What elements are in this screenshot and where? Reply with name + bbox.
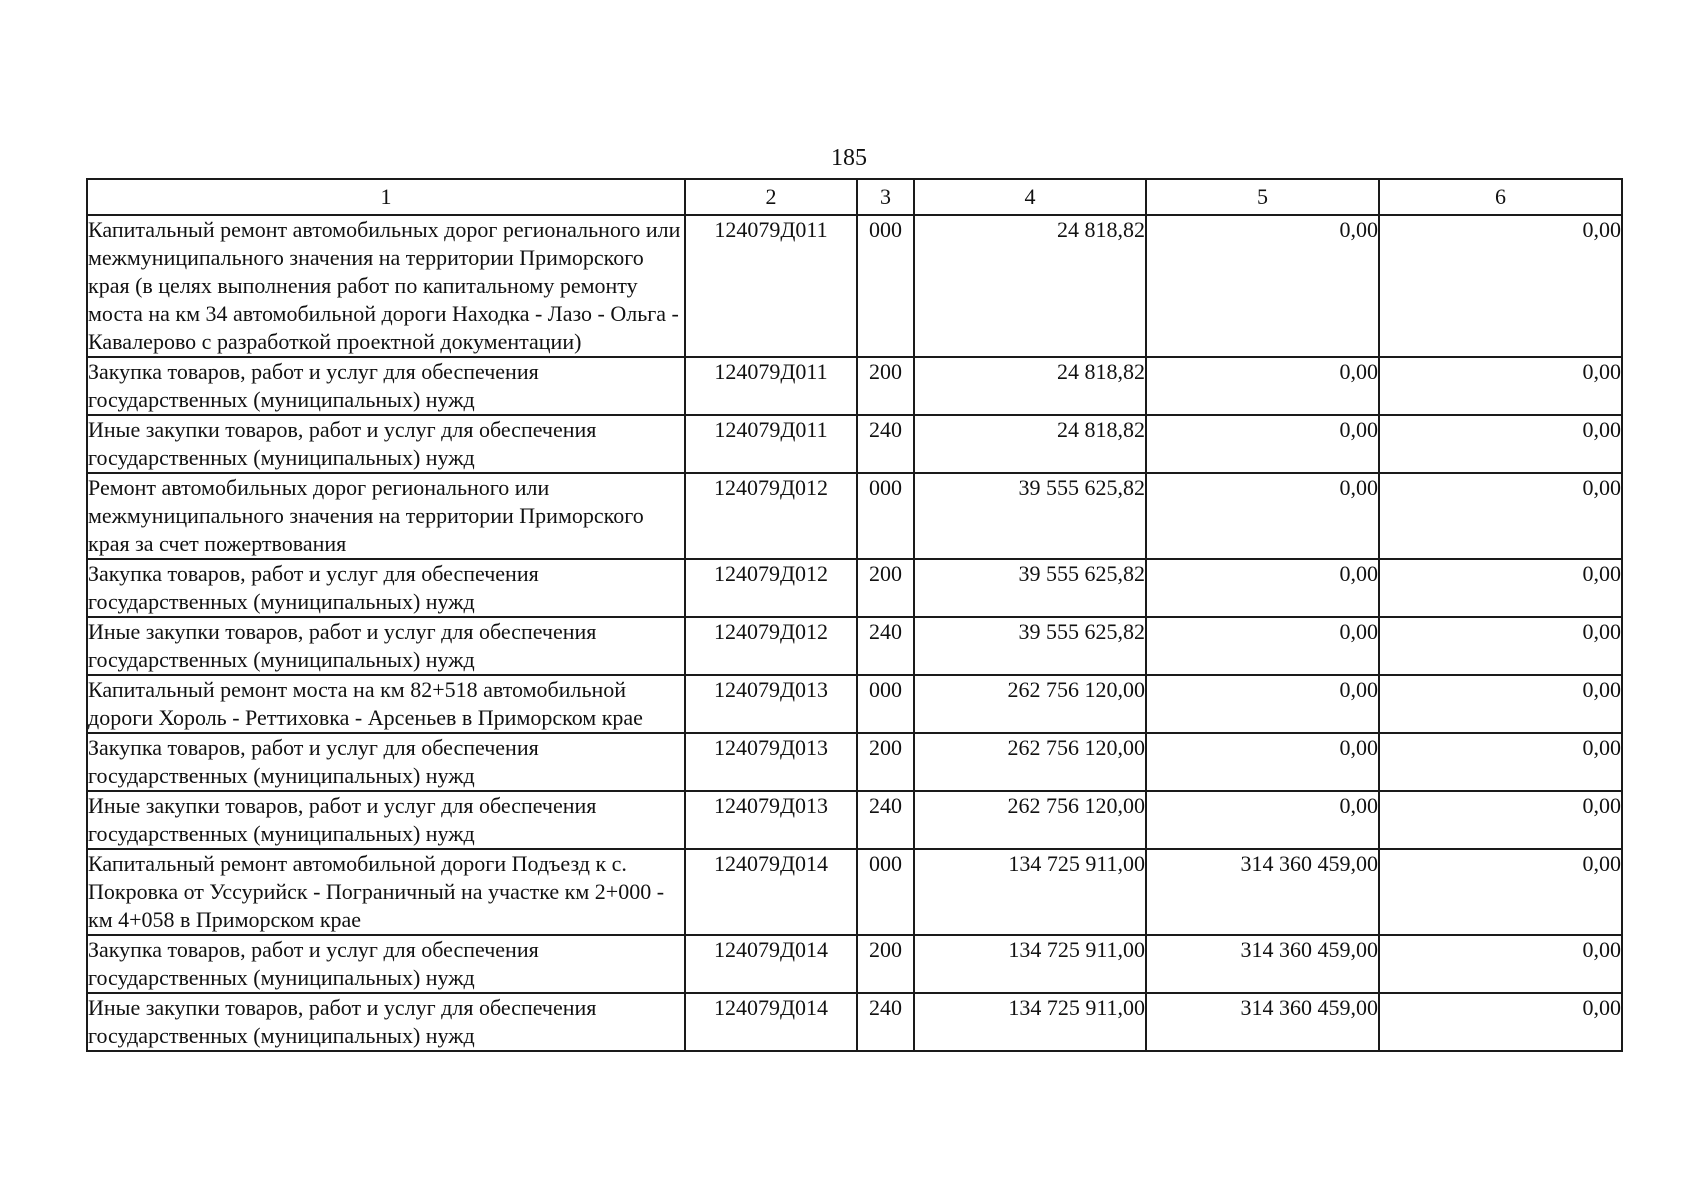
row-name: Капитальный ремонт автомобильной дороги Подъезд к с. Покровка от Уссурийск - Пограничный на участке км 2+000 - км 4+058 в Приморском крае bbox=[87, 849, 685, 935]
row-value-5: 0,00 bbox=[1146, 215, 1379, 357]
row-value-6: 0,00 bbox=[1379, 849, 1622, 935]
header-row bbox=[87, 179, 1622, 215]
row-kind: 200 bbox=[857, 733, 914, 791]
row-kind: 000 bbox=[857, 473, 914, 559]
header-col-2: 2 bbox=[685, 179, 857, 215]
row-code: 124079Д014 bbox=[685, 935, 857, 993]
row-value-4: 39 555 625,82 bbox=[914, 559, 1146, 617]
table-row bbox=[87, 675, 1622, 733]
row-name: Иные закупки товаров, работ и услуг для обеспечения государственных (муниципальных) нужд bbox=[87, 791, 685, 849]
row-value-6: 0,00 bbox=[1379, 415, 1622, 473]
row-kind: 240 bbox=[857, 791, 914, 849]
row-value-4: 39 555 625,82 bbox=[914, 617, 1146, 675]
row-value-6: 0,00 bbox=[1379, 935, 1622, 993]
row-code: 124079Д014 bbox=[685, 849, 857, 935]
row-name: Иные закупки товаров, работ и услуг для обеспечения государственных (муниципальных) нужд bbox=[87, 617, 685, 675]
table-row bbox=[87, 791, 1622, 849]
row-name: Капитальный ремонт автомобильных дорог регионального или межмуниципального значения на территории Приморского края (в целях выполнения работ по капитальному ремонту моста на км 34 автомобильной дороги Находка - Лазо - Ольга - Кавалерово с разработкой проектной документации) bbox=[87, 215, 685, 357]
row-value-6: 0,00 bbox=[1379, 559, 1622, 617]
row-value-6: 0,00 bbox=[1379, 215, 1622, 357]
table-row bbox=[87, 993, 1622, 1051]
row-value-5: 314 360 459,00 bbox=[1146, 849, 1379, 935]
row-value-4: 262 756 120,00 bbox=[914, 675, 1146, 733]
row-name: Капитальный ремонт моста на км 82+518 автомобильной дороги Хороль - Реттиховка - Арсеньев в Приморском крае bbox=[87, 675, 685, 733]
row-value-6: 0,00 bbox=[1379, 617, 1622, 675]
table-row bbox=[87, 473, 1622, 559]
header-col-5: 5 bbox=[1146, 179, 1379, 215]
table-row bbox=[87, 617, 1622, 675]
row-code: 124079Д011 bbox=[685, 415, 857, 473]
row-value-5: 0,00 bbox=[1146, 357, 1379, 415]
table-row bbox=[87, 559, 1622, 617]
header-col-6: 6 bbox=[1379, 179, 1622, 215]
table-row bbox=[87, 215, 1622, 357]
row-code: 124079Д011 bbox=[685, 215, 857, 357]
table-row bbox=[87, 935, 1622, 993]
row-value-5: 0,00 bbox=[1146, 559, 1379, 617]
row-value-6: 0,00 bbox=[1379, 357, 1622, 415]
row-kind: 240 bbox=[857, 617, 914, 675]
row-code: 124079Д013 bbox=[685, 791, 857, 849]
row-code: 124079Д012 bbox=[685, 473, 857, 559]
row-value-4: 134 725 911,00 bbox=[914, 993, 1146, 1051]
row-name: Закупка товаров, работ и услуг для обеспечения государственных (муниципальных) нужд bbox=[87, 935, 685, 993]
row-value-6: 0,00 bbox=[1379, 733, 1622, 791]
row-value-5: 0,00 bbox=[1146, 733, 1379, 791]
row-kind: 000 bbox=[857, 675, 914, 733]
row-kind: 000 bbox=[857, 215, 914, 357]
row-value-6: 0,00 bbox=[1379, 473, 1622, 559]
row-value-5: 0,00 bbox=[1146, 473, 1379, 559]
row-code: 124079Д013 bbox=[685, 733, 857, 791]
row-value-6: 0,00 bbox=[1379, 993, 1622, 1051]
row-value-4: 24 818,82 bbox=[914, 215, 1146, 357]
header-col-1: 1 bbox=[87, 179, 685, 215]
row-code: 124079Д013 bbox=[685, 675, 857, 733]
row-name: Закупка товаров, работ и услуг для обеспечения государственных (муниципальных) нужд bbox=[87, 357, 685, 415]
table-row bbox=[87, 415, 1622, 473]
row-value-4: 24 818,82 bbox=[914, 415, 1146, 473]
row-kind: 200 bbox=[857, 935, 914, 993]
row-kind: 240 bbox=[857, 415, 914, 473]
table-row bbox=[87, 357, 1622, 415]
row-value-4: 134 725 911,00 bbox=[914, 849, 1146, 935]
row-name: Иные закупки товаров, работ и услуг для обеспечения государственных (муниципальных) нужд bbox=[87, 993, 685, 1051]
row-code: 124079Д012 bbox=[685, 617, 857, 675]
row-kind: 240 bbox=[857, 993, 914, 1051]
row-kind: 200 bbox=[857, 357, 914, 415]
row-value-4: 134 725 911,00 bbox=[914, 935, 1146, 993]
row-code: 124079Д012 bbox=[685, 559, 857, 617]
page-number: 185 bbox=[831, 145, 867, 171]
row-value-4: 24 818,82 bbox=[914, 357, 1146, 415]
row-value-5: 0,00 bbox=[1146, 415, 1379, 473]
row-value-5: 0,00 bbox=[1146, 617, 1379, 675]
row-value-6: 0,00 bbox=[1379, 791, 1622, 849]
row-name: Закупка товаров, работ и услуг для обеспечения государственных (муниципальных) нужд bbox=[87, 733, 685, 791]
row-kind: 200 bbox=[857, 559, 914, 617]
row-value-4: 39 555 625,82 bbox=[914, 473, 1146, 559]
row-value-5: 0,00 bbox=[1146, 791, 1379, 849]
row-value-5: 314 360 459,00 bbox=[1146, 993, 1379, 1051]
table-row bbox=[87, 733, 1622, 791]
row-code: 124079Д014 bbox=[685, 993, 857, 1051]
row-name: Ремонт автомобильных дорог регионального или межмуниципального значения на территории Приморского края за счет пожертвования bbox=[87, 473, 685, 559]
header-col-4: 4 bbox=[914, 179, 1146, 215]
row-kind: 000 bbox=[857, 849, 914, 935]
row-value-4: 262 756 120,00 bbox=[914, 791, 1146, 849]
row-name: Иные закупки товаров, работ и услуг для обеспечения государственных (муниципальных) нужд bbox=[87, 415, 685, 473]
row-name: Закупка товаров, работ и услуг для обеспечения государственных (муниципальных) нужд bbox=[87, 559, 685, 617]
table-row bbox=[87, 849, 1622, 935]
row-value-6: 0,00 bbox=[1379, 675, 1622, 733]
row-value-5: 0,00 bbox=[1146, 675, 1379, 733]
row-code: 124079Д011 bbox=[685, 357, 857, 415]
row-value-5: 314 360 459,00 bbox=[1146, 935, 1379, 993]
header-col-3: 3 bbox=[857, 179, 914, 215]
budget-table bbox=[86, 178, 1623, 1052]
row-value-4: 262 756 120,00 bbox=[914, 733, 1146, 791]
